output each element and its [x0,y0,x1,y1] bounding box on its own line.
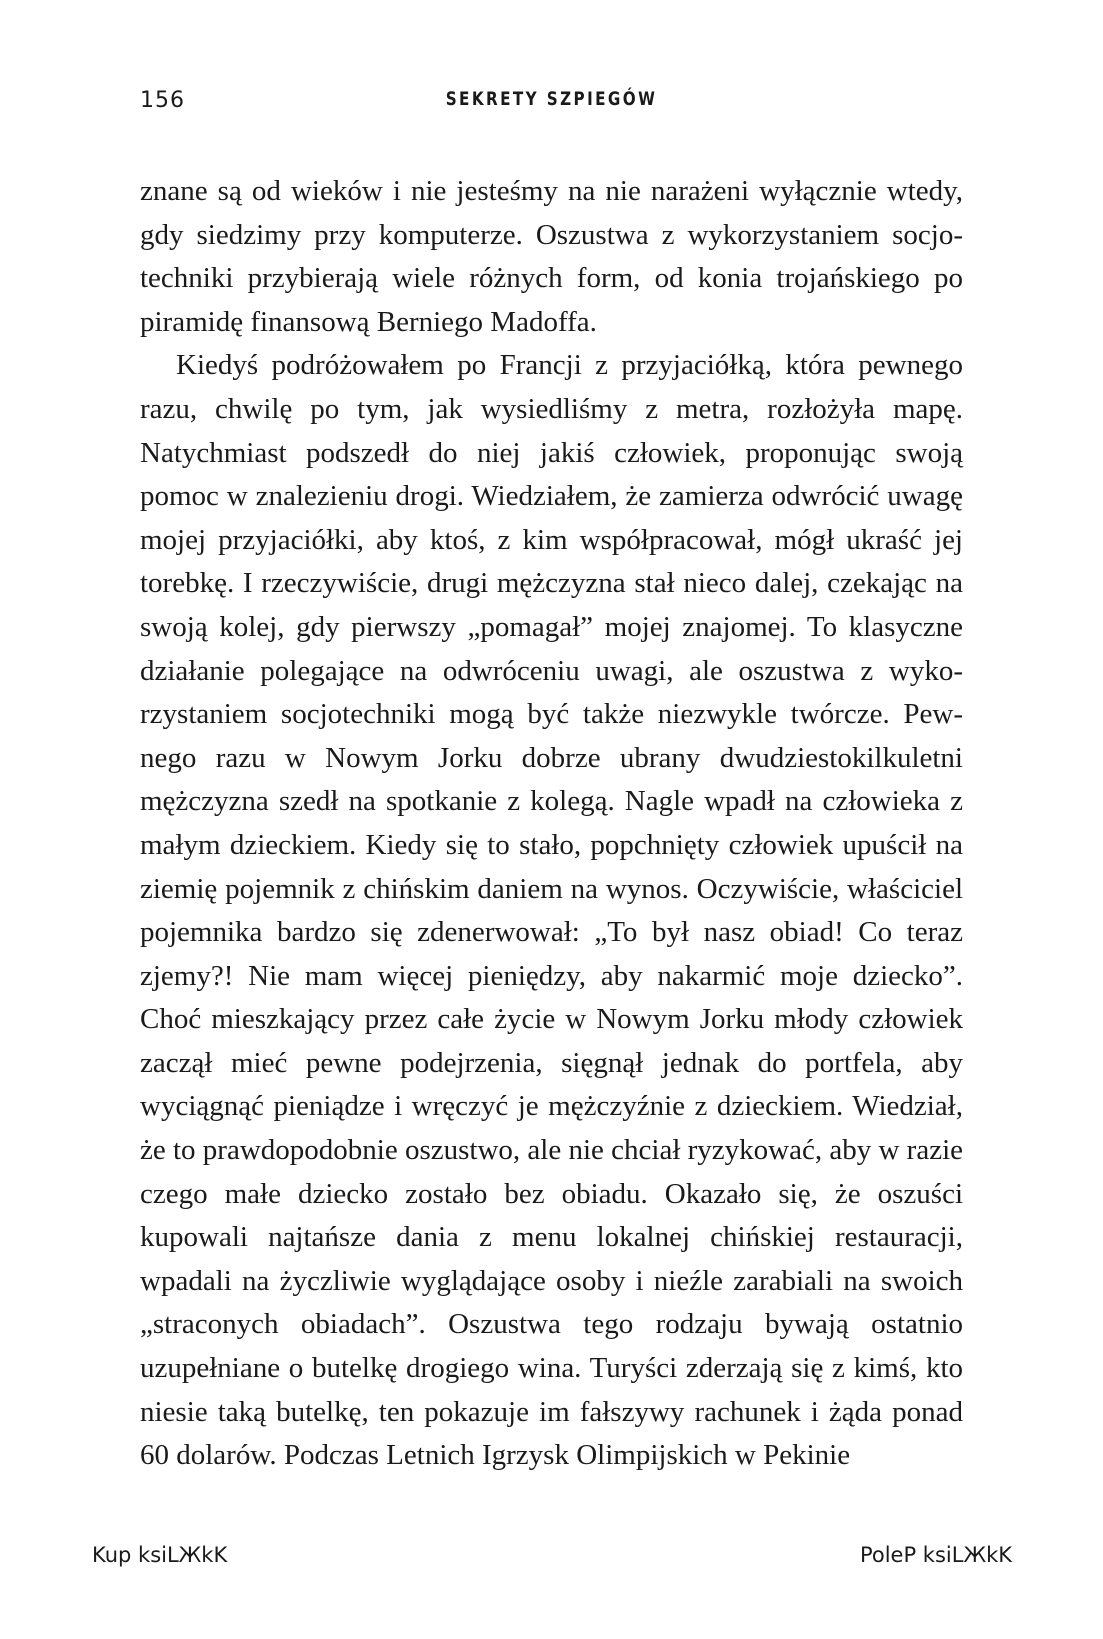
paragraph: znane są od wieków i nie jesteśmy na nie narażeni wyłącznie wtedy, gdy siedzimy przy komputerze. Oszustwa z wykorzystaniem socjotechniki przybierają wiele różnych form, od konia trojańskiego po piramidę finansową Berniego Madoffa. [140,175,963,338]
page-number: 156 [140,88,185,113]
recommend-book-link[interactable]: PoleP ksiLЖkK [859,1543,1012,1567]
buy-book-link[interactable]: Kup ksiLЖkK [92,1543,228,1567]
running-title: SEKRETY SZPIEGÓW [445,88,658,110]
paragraph: Kiedyś podróżowałem po Francji z przyjaciółką, która pewnego razu, chwilę po tym, jak wysiedliśmy z metra, rozłożyła mapę. Natychmiast podszedł do niej jakiś człowiek, proponując swoją pomoc w znalezieniu drogi. Wiedziałem, że zamierza odwrócić uwagę mojej przyjaciółki, aby ktoś, z kim współpracował, mógł ukraść jej torebkę. I rzeczywiście, drugi mężczyzna stał nieco dalej, czekając na swoją kolej, gdy pierwszy „pomagał” mojej znajomej. To klasyczne działanie polegające na odwróceniu uwagi, ale oszustwa z wykorzystaniem socjotechniki mogą być także niezwykle twórcze. Pewnego razu w Nowym Jorku dobrze ubrany dwudziestokilkuletni mężczyzna szedł na spotkanie z kolegą. Nagle wpadł na człowieka z małym dzieckiem. Kiedy się to stało, popchnięty człowiek upuścił na ziemię pojemnik z chińskim daniem na wynos. Oczywiście, właściciel pojemnika bardzo się zdenerwował: „To był nasz obiad! Co teraz zjemy?! Nie mam więcej pieniędzy, aby nakarmić moje dziecko”. Choć mieszkający przez całe życie w Nowym Jorku młody człowiek zaczął mieć pewne podejrzenia, sięgnął jednak do portfela, aby wyciągnąć pieniądze i wręczyć je mężczyźnie z dzieckiem. Wiedział, że to prawdopodobnie oszustwo, ale nie chciał ryzykować, aby w razie czego małe dziecko zostało bez obiadu. Okazało się, że oszuści kupowali najtańsze dania z menu lokalnej chińskiej restauracji, wpadali na życzliwie wyglądające osoby i nieźle zarabiali na swoich „straconych obiadach”. Oszustwa tego rodzaju bywają ostatnio uzupełniane o butelkę drogiego wina. Turyści zderzają się z kimś, kto niesie taką butelkę, ten pokazuje im fałszywy rachunek i żąda ponad 60 dolarów. Podczas Letnich Igrzysk Olimpijskich w Pekinie [140,349,963,1472]
page-header [140,88,963,124]
body-text [140,170,963,1478]
footer [92,1543,1012,1579]
